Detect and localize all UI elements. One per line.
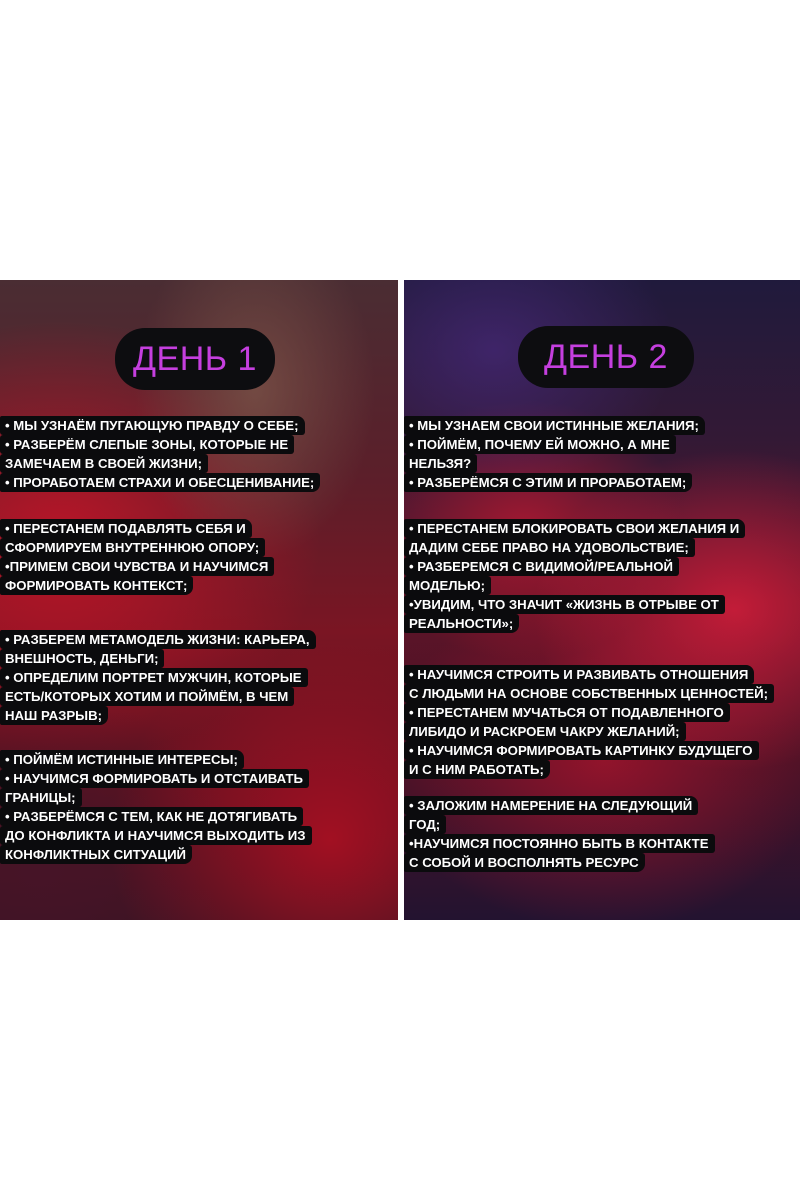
bullet-line: С ЛЮДЬМИ НА ОСНОВЕ СОБСТВЕННЫХ ЦЕННОСТЕЙ; <box>404 684 774 703</box>
bullet-line: СФОРМИРУЕМ ВНУТРЕННЮЮ ОПОРУ; <box>0 538 265 557</box>
bullet-line: • ПРОРАБОТАЕМ СТРАХИ И ОБЕСЦЕНИВАНИЕ; <box>0 473 320 492</box>
bullet-line: • РАЗБЕРЁМСЯ С ЭТИМ И ПРОРАБОТАЕМ; <box>404 473 692 492</box>
day-2-block-3 <box>404 665 774 779</box>
day-2-panel <box>404 280 800 920</box>
bullet-line: • ПЕРЕСТАНЕМ БЛОКИРОВАТЬ СВОИ ЖЕЛАНИЯ И <box>404 519 745 538</box>
bullet-line: • МЫ УЗНАЁМ ПУГАЮЩУЮ ПРАВДУ О СЕБЕ; <box>0 416 305 435</box>
bullet-line: НАШ РАЗРЫВ; <box>0 706 108 725</box>
bullet-line: ЛИБИДО И РАСКРОЕМ ЧАКРУ ЖЕЛАНИЙ; <box>404 722 686 741</box>
bullet-line: ВНЕШНОСТЬ, ДЕНЬГИ; <box>0 649 164 668</box>
bullet-line: • НАУЧИМСЯ СТРОИТЬ И РАЗВИВАТЬ ОТНОШЕНИЯ <box>404 665 754 684</box>
bullet-line: ЕСТЬ/КОТОРЫХ ХОТИМ И ПОЙМЁМ, В ЧЕМ <box>0 687 294 706</box>
day-1-block-4 <box>0 750 312 864</box>
day-2-block-1 <box>404 416 705 492</box>
day-2-title: ДЕНЬ 2 <box>518 326 694 388</box>
bullet-line: • НАУЧИМСЯ ФОРМИРОВАТЬ И ОТСТАИВАТЬ <box>0 769 309 788</box>
bullet-line: •НАУЧИМСЯ ПОСТОЯННО БЫТЬ В КОНТАКТЕ <box>404 834 715 853</box>
bullet-line: И С НИМ РАБОТАТЬ; <box>404 760 550 779</box>
bullet-line: РЕАЛЬНОСТИ»; <box>404 614 519 633</box>
day-1-block-1 <box>0 416 320 492</box>
bullet-line: • ПОЙМЁМ ИСТИННЫЕ ИНТЕРЕСЫ; <box>0 750 244 769</box>
bullet-line: • РАЗБЕРЕМ МЕТАМОДЕЛЬ ЖИЗНИ: КАРЬЕРА, <box>0 630 316 649</box>
bullet-line: МОДЕЛЬЮ; <box>404 576 491 595</box>
bullet-line: ГРАНИЦЫ; <box>0 788 82 807</box>
bullet-line: ЗАМЕЧАЕМ В СВОЕЙ ЖИЗНИ; <box>0 454 208 473</box>
bullet-line: •ПРИМЕМ СВОИ ЧУВСТВА И НАУЧИМСЯ <box>0 557 274 576</box>
day-1-block-2 <box>0 519 274 595</box>
day-1-block-3 <box>0 630 316 725</box>
day-1-panel <box>0 280 398 920</box>
bullet-line: ДО КОНФЛИКТА И НАУЧИМСЯ ВЫХОДИТЬ ИЗ <box>0 826 312 845</box>
bullet-line: • ПОЙМЁМ, ПОЧЕМУ ЕЙ МОЖНО, А МНЕ <box>404 435 676 454</box>
bullet-line: ГОД; <box>404 815 446 834</box>
bullet-line: • РАЗБЕРЁМСЯ С ТЕМ, КАК НЕ ДОТЯГИВАТЬ <box>0 807 303 826</box>
bullet-line: КОНФЛИКТНЫХ СИТУАЦИЙ <box>0 845 192 864</box>
bullet-line: С СОБОЙ И ВОСПОЛНЯТЬ РЕСУРС <box>404 853 645 872</box>
day-2-block-2 <box>404 519 745 633</box>
bullet-line: • ОПРЕДЕЛИМ ПОРТРЕТ МУЖЧИН, КОТОРЫЕ <box>0 668 308 687</box>
bullet-line: • ЗАЛОЖИМ НАМЕРЕНИЕ НА СЛЕДУЮЩИЙ <box>404 796 698 815</box>
day-1-title: ДЕНЬ 1 <box>115 328 275 390</box>
bullet-line: • РАЗБЕРЁМ СЛЕПЫЕ ЗОНЫ, КОТОРЫЕ НЕ <box>0 435 294 454</box>
bullet-line: • РАЗБЕРЕМСЯ С ВИДИМОЙ/РЕАЛЬНОЙ <box>404 557 679 576</box>
bullet-line: НЕЛЬЗЯ? <box>404 454 477 473</box>
bullet-line: ДАДИМ СЕБЕ ПРАВО НА УДОВОЛЬСТВИЕ; <box>404 538 695 557</box>
bullet-line: • ПЕРЕСТАНЕМ МУЧАТЬСЯ ОТ ПОДАВЛЕННОГО <box>404 703 730 722</box>
day-2-block-4 <box>404 796 715 872</box>
bullet-line: • НАУЧИМСЯ ФОРМИРОВАТЬ КАРТИНКУ БУДУЩЕГО <box>404 741 759 760</box>
bullet-line: •УВИДИМ, ЧТО ЗНАЧИТ «ЖИЗНЬ В ОТРЫВЕ ОТ <box>404 595 725 614</box>
bullet-line: • МЫ УЗНАЕМ СВОИ ИСТИННЫЕ ЖЕЛАНИЯ; <box>404 416 705 435</box>
bullet-line: ФОРМИРОВАТЬ КОНТЕКСТ; <box>0 576 193 595</box>
bullet-line: • ПЕРЕСТАНЕМ ПОДАВЛЯТЬ СЕБЯ И <box>0 519 252 538</box>
